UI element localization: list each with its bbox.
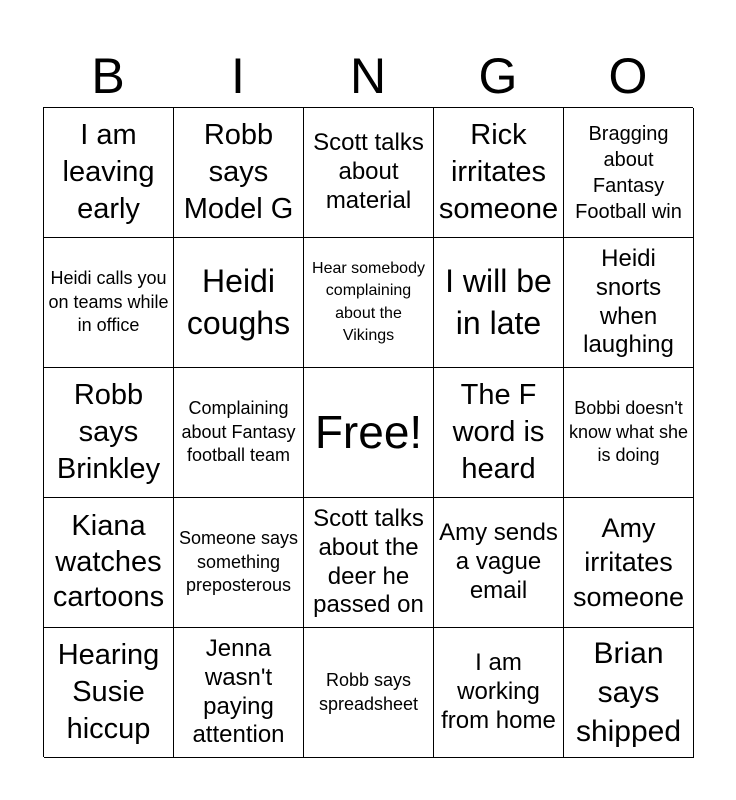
- bingo-header: [43, 44, 693, 108]
- cell-text: Brian says shipped: [575, 637, 682, 748]
- cell-text: Heidi calls you on teams while in office: [48, 268, 169, 336]
- cell-text: The F word is heard: [452, 378, 545, 486]
- cell-text: Bragging about Fantasy Football win: [575, 122, 682, 223]
- bingo-cell[interactable]: [434, 368, 564, 498]
- header-letter-b: B: [91, 48, 125, 104]
- free-space-text: Free!: [314, 406, 423, 459]
- cell-text: Robb says spreadsheet: [318, 670, 419, 714]
- cell-text: Amy sends a vague email: [439, 519, 558, 604]
- cell-text: Hearing Susie hiccup: [57, 638, 160, 746]
- cell-text: Hear somebody complaining about the Vikings: [312, 259, 425, 344]
- cell-text: Jenna wasn't paying attention: [192, 634, 285, 749]
- cell-text: Robb says Model G: [183, 118, 294, 226]
- bingo-cell[interactable]: [44, 498, 174, 628]
- cell-text: I will be in late: [445, 262, 552, 341]
- cell-text: I am leaving early: [62, 118, 155, 226]
- bingo-cell[interactable]: [44, 368, 174, 498]
- cell-text: Rick irritates someone: [438, 118, 559, 226]
- bingo-cell[interactable]: [44, 108, 174, 238]
- bingo-cell[interactable]: [564, 368, 694, 498]
- header-letter-i: I: [231, 48, 245, 104]
- bingo-cell[interactable]: [304, 628, 434, 758]
- header-letter-o: O: [608, 48, 648, 104]
- cell-text: Someone says something preposterous: [178, 528, 299, 596]
- cell-text: Bobbi doesn't know what she is doing: [568, 398, 689, 466]
- cell-text: Heidi snorts when laughing: [583, 244, 674, 359]
- cell-text: Amy irritates someone: [572, 512, 685, 612]
- bingo-cell[interactable]: [174, 108, 304, 238]
- bingo-cell[interactable]: [304, 108, 434, 238]
- cell-text: Heidi coughs: [186, 262, 291, 341]
- bingo-cell[interactable]: [304, 238, 434, 368]
- bingo-cell[interactable]: [304, 498, 434, 628]
- cell-text: Scott talks about the deer he passed on: [313, 504, 424, 619]
- bingo-cell[interactable]: [564, 628, 694, 758]
- free-space-cell[interactable]: [304, 368, 434, 498]
- header-letter-n: N: [349, 48, 387, 104]
- bingo-cell[interactable]: [174, 498, 304, 628]
- bingo-cell[interactable]: [44, 238, 174, 368]
- bingo-cell[interactable]: [434, 108, 564, 238]
- bingo-card-grid: [43, 107, 693, 757]
- cell-text: I am working from home: [441, 649, 556, 734]
- bingo-cell[interactable]: [564, 108, 694, 238]
- bingo-cell[interactable]: [44, 628, 174, 758]
- cell-text: Complaining about Fantasy football team: [181, 398, 296, 466]
- bingo-cell[interactable]: [174, 238, 304, 368]
- cell-text: Kiana watches cartoons: [52, 510, 165, 614]
- bingo-cell[interactable]: [434, 498, 564, 628]
- bingo-cell[interactable]: [564, 498, 694, 628]
- bingo-cell[interactable]: [174, 628, 304, 758]
- bingo-cell[interactable]: [434, 628, 564, 758]
- bingo-cell[interactable]: [434, 238, 564, 368]
- bingo-cell[interactable]: [174, 368, 304, 498]
- cell-text: Scott talks about material: [313, 129, 424, 214]
- header-letter-g: G: [478, 48, 518, 104]
- cell-text: Robb says Brinkley: [56, 378, 161, 486]
- bingo-cell[interactable]: [564, 238, 694, 368]
